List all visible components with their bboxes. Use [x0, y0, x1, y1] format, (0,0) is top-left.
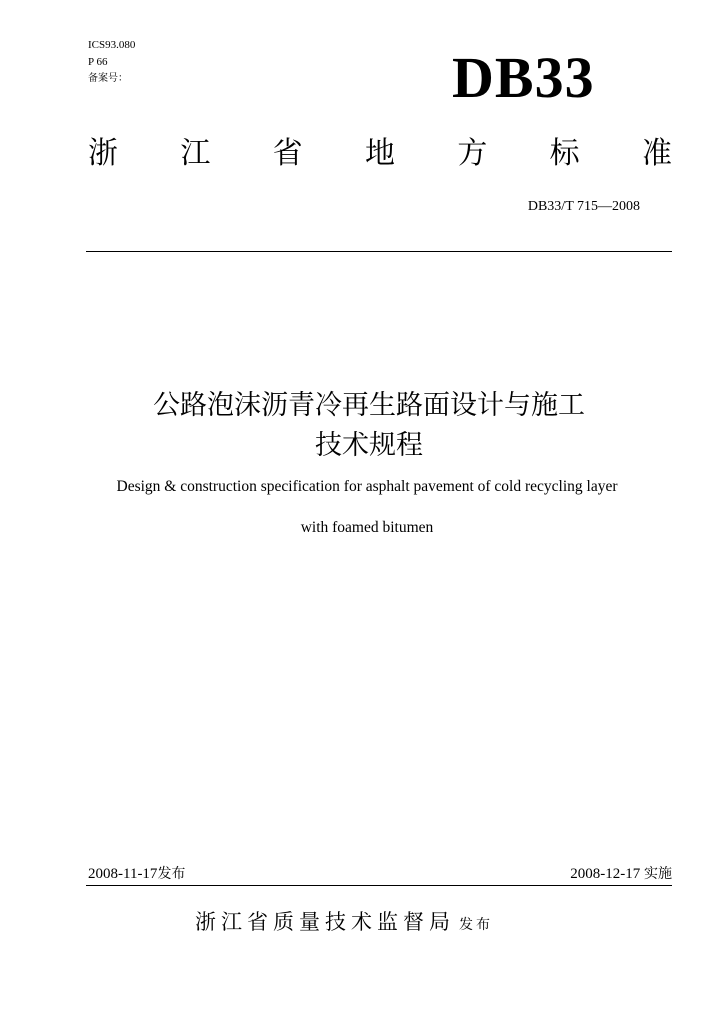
implementation-date-value: 2008-12-17: [570, 866, 641, 882]
implementation-date: [570, 864, 672, 884]
document-title-en-line-1: Design & construction specification for asphalt pavement of cold recycling layer: [116, 478, 618, 495]
category-char: 准: [641, 136, 672, 171]
standard-number: DB33/T 715—2008: [527, 199, 640, 214]
standard-category: [88, 134, 672, 174]
implementation-label: 实施: [644, 866, 672, 882]
category-char: 江: [180, 136, 211, 171]
publisher-organization: 浙江省质量技术监督局: [195, 910, 455, 934]
publisher-action: 发布: [459, 917, 493, 933]
db33-logo: DB33: [452, 45, 595, 110]
divider-top: [86, 251, 672, 252]
issue-date-value: 2008-11-17: [88, 866, 158, 882]
ics-code: ICS93.080: [88, 39, 136, 51]
document-title-en-line-2: with foamed bitumen: [300, 519, 434, 536]
title-cn-line-1: 公路泡沫沥青冷再生路面设计与施工: [153, 390, 585, 421]
issue-date: [88, 864, 185, 884]
category-char: 标: [549, 136, 580, 171]
document-title-cn: [0, 386, 724, 466]
record-number-label: 备案号：: [88, 73, 128, 84]
title-cn-line-2: 技术规程: [315, 430, 423, 461]
classification-code: P 66: [88, 56, 108, 68]
issue-label: 发布: [157, 866, 186, 882]
category-char: 方: [457, 136, 488, 171]
category-char: 地: [364, 136, 395, 171]
category-char: 省: [272, 136, 303, 171]
divider-bottom: [86, 885, 672, 886]
publisher: [195, 908, 493, 939]
category-char: 浙: [88, 136, 118, 171]
